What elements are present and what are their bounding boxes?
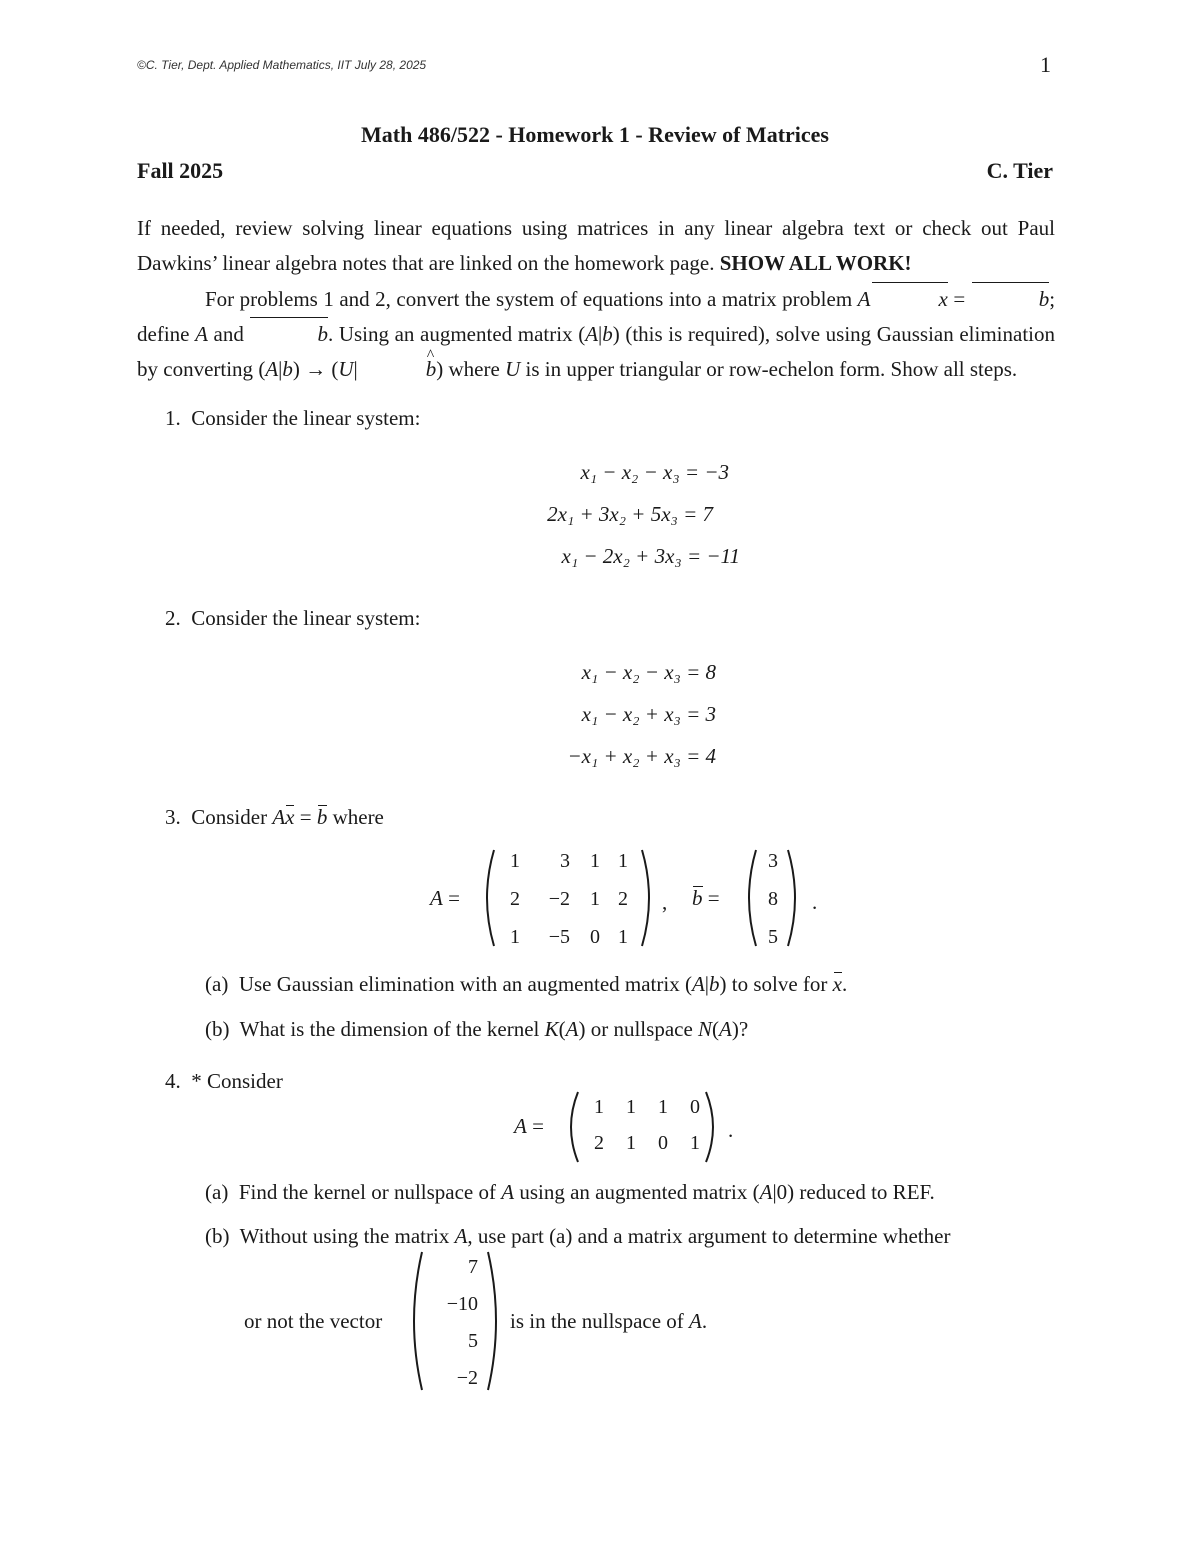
- p4-part-b-continued: or not the vector: [244, 1309, 383, 1333]
- problem-3: 3. Consider Ax = b where: [165, 805, 384, 829]
- p3-part-b: (b) What is the dimension of the kernel K(A) or nullspace N(A)?: [205, 1017, 749, 1041]
- p3-vector-b-right-paren: [784, 848, 804, 948]
- intro-emphasis: SHOW ALL WORK!: [719, 251, 912, 275]
- problem-1: 1. Consider the linear system:: [165, 406, 421, 430]
- p3-matrix-A-label: A =: [430, 886, 460, 910]
- p4-part-b: (b) Without using the matrix A, use part (a) and a matrix argument to determine whether: [205, 1224, 951, 1248]
- p4-vector-right-paren: [484, 1250, 506, 1392]
- p4-matrix-A-right-paren: [702, 1090, 722, 1164]
- document-title: Math 486/522 - Homework 1 - Review of Matrices: [361, 122, 829, 147]
- p2-equation-1: x₁ − x₂ − x₃ = 8: [581, 660, 716, 684]
- p1-equation-2: 2x₁ + 3x₂ + 5x₃ = 7: [547, 502, 713, 526]
- p3-matrix-A-right-paren: [638, 848, 658, 948]
- p4-vector-left-paren: [404, 1250, 426, 1392]
- problem-4: 4. * Consider: [165, 1069, 283, 1093]
- p4-matrix-A: 1 1 1 0 2 1 0 1: [594, 1096, 700, 1154]
- p3-vector-b: 3 8 5: [768, 850, 778, 948]
- intro-paragraph: [137, 211, 1055, 281]
- p4-part-a: (a) Find the kernel or nullspace of A using an augmented matrix (A|0) reduced to REF.: [205, 1180, 935, 1204]
- intro-text: If needed, review solving linear equations using matrices in any linear algebra text or check out Paul Dawkins’ linear algebra notes that are linked on the homework page.: [137, 216, 1055, 275]
- page-number: 1: [1040, 52, 1051, 77]
- problem-2: 2. Consider the linear system:: [165, 606, 421, 630]
- p1-equation-3: x₁ − 2x₂ + 3x₃ = −11: [561, 544, 740, 568]
- p3-vector-b-label: b =: [692, 886, 720, 910]
- p3-matrix-A: 1 3 1 1 2 −2 1 2 1 −5 0 1: [510, 850, 628, 948]
- p4-matrix-A-left-paren: [562, 1090, 582, 1164]
- running-head: ©C. Tier, Dept. Applied Mathematics, IIT July 28, 2025: [137, 58, 427, 72]
- p2-equation-3: −x₁ + x₂ + x₃ = 4: [567, 744, 716, 768]
- p2-equation-2: x₁ − x₂ + x₃ = 3: [581, 702, 716, 726]
- instructions-paragraph: For problems 1 and 2, convert the system of equations into a matrix problem A x = b; define A and b. Using an augmented matrix (A|b) (this is required), solve using Gaussian elimination by converting (A|b) → (U|^ b) where U is in upper triangular or row-echelon form. Show all steps.: [137, 282, 1055, 387]
- author: C. Tier: [986, 158, 1053, 183]
- p3-matrix-A-left-paren: [478, 848, 498, 948]
- term: Fall 2025: [137, 158, 224, 183]
- p3-part-a: (a) Use Gaussian elimination with an augmented matrix (A|b) to solve for x.: [205, 972, 848, 996]
- p3-vector-b-left-paren: [740, 848, 760, 948]
- p4-matrix-A-label: A =: [514, 1114, 544, 1138]
- p1-equation-1: x₁ − x₂ − x₃ = −3: [580, 460, 729, 484]
- p4-vector: 7 −10 5 −2: [446, 1256, 478, 1389]
- p4-part-b-end: is in the nullspace of A.: [510, 1309, 708, 1333]
